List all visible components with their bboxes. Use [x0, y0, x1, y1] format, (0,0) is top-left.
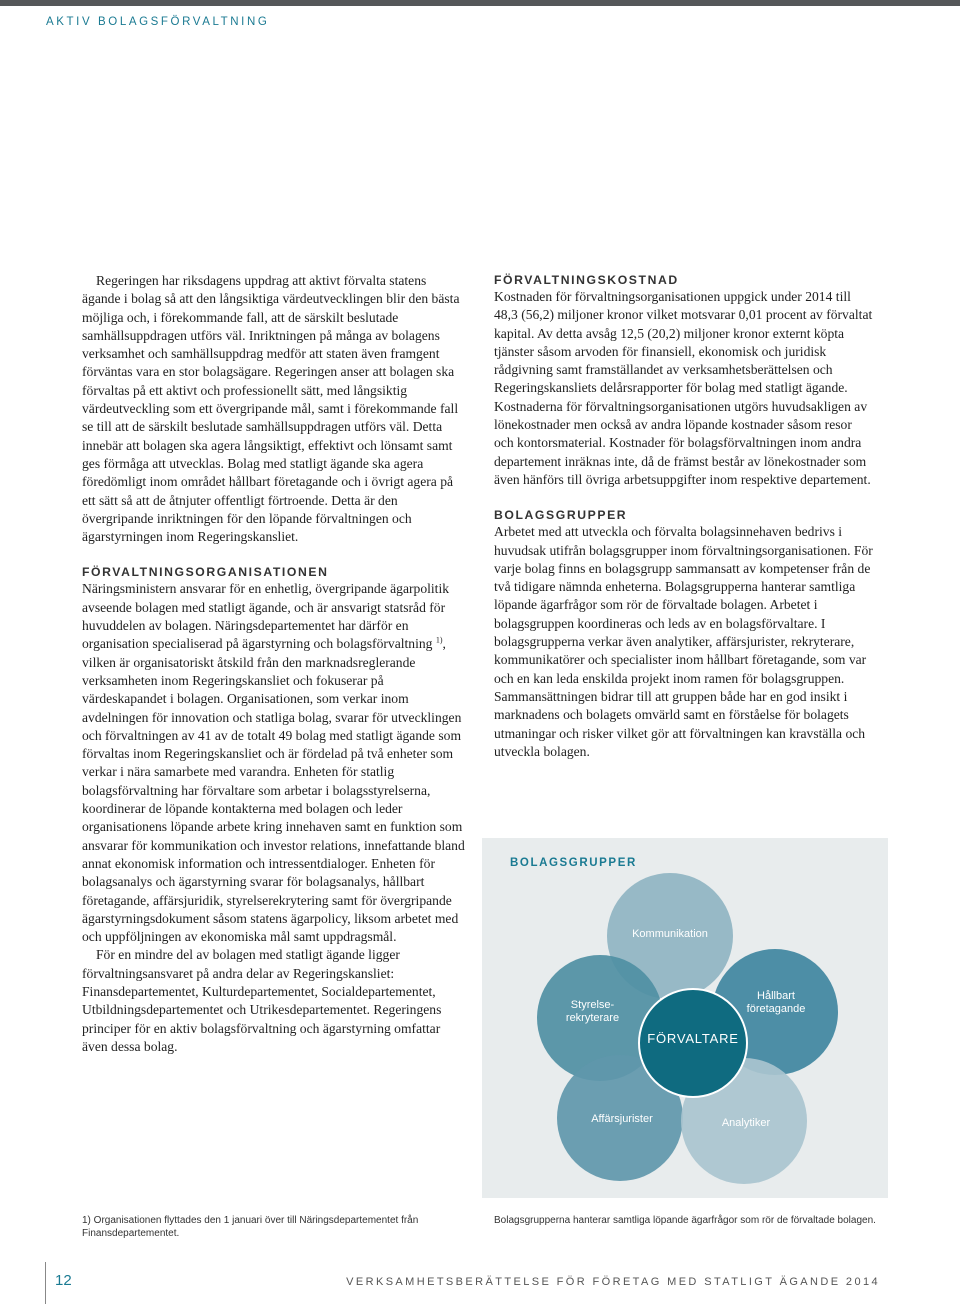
label-forvaltare: FÖRVALTARE: [647, 1031, 739, 1046]
intro-paragraph: Regeringen har riksdagens uppdrag att aktivt förvalta statens ägande i bolag så att den långsiktiga värdeutvecklingen blir den bästa möjliga och, i förekommande fall, att de särskilt beslutade samhällsuppdragen utförs väl. Inriktningen på många av bolagens verksamhet och samhällsuppdrag medför att staten även framgent förväntas vara en stor bolagsägare. Regeringen anser att bolagen ska förvaltas på ett aktivt och professionellt sätt, med långsiktig värdeutveckling som ett övergripande mål, samt i förekommande fall se till att de särskilt beslutade samhällsuppdragen utförs väl. Detta innebär att bolagen ska agera långsiktigt, effektivt och lönsamt samt ges förmåga att utvecklas. Bolag med statligt ägande ska agera föredömligt inom området hållbart företagande och i övrigt agera på ett sätt så att de åtnjuter offentligt förtroende. Detta är den övergripande inriktningen för den löpande förvaltningen och ägarstyrningen inom Regeringskansliet.: [82, 273, 460, 545]
footer-title: VERKSAMHETSBERÄTTELSE FÖR FÖRETAG MED STATLIGT ÄGANDE 2014: [346, 1276, 880, 1288]
heading-bolagsgrupper: BOLAGSGRUPPER: [494, 508, 628, 523]
other-departments-paragraph: För en mindre del av bolagen med statligt ägande ligger förvaltningsansvaret på andra delar av Regeringskansliet: Finansdepartementet, Kulturdepartementet, Socialdepartementet, Utbildningsdepartementet och Utrikesdepartementet. Regeringens principer för en aktiv bolagsförvaltning och ägarstyrning omfattar även dessa bolag.: [82, 947, 442, 1054]
organisation-paragraph: [82, 580, 466, 946]
label-styrelse-line1: Styrelse-: [570, 999, 615, 1011]
right-column: [494, 272, 874, 761]
label-styrelserekryterare: [545, 999, 640, 1025]
organisation-text-a: Näringsministern ansvarar för en enhetlig, övergripande ägarpolitik avseende bolagen med statligt ägande, och är ansvarigt statsråd för huvuddelen av bolagen. Näringsdepartementet har därför en organisation specialiserad på ägarstyrning och bolagsförvaltning: [82, 581, 450, 652]
footnote: 1) Organisationen flyttades den 1 januari över till Näringsdepartementet från Finansdepartementet.: [82, 1215, 419, 1239]
top-rule: [0, 0, 960, 6]
heading-forvaltningskostnad: FÖRVALTNINGSKOSTNAD: [494, 273, 679, 287]
label-analytiker: Analytiker: [721, 1117, 771, 1129]
label-hallbart-line2: företagande: [746, 1003, 806, 1015]
footnote-ref[interactable]: 1): [435, 635, 443, 645]
groups-paragraph: Arbetet med att utveckla och förvalta bolagsinnehaven bedrivs i huvudsak utifrån bolagsgrupper inom förvaltningsorganisationen. För varje bolag finns en bolagsgrupp sammansatt av kompetenser från de två tidigare nämnda enheterna. Bolagsgrupperna hanterar samtliga löpande ägarfrågor som rör de förvaltade bolagen. Arbetet i bolagsgruppen koordineras och leds av en bolagsförvaltare. I bolagsgrupperna verkar även analytiker, affärsjurister, rekryterare, kommunikatörer och specialister inom hållbart företagande, som var och en kan leda enskilda projekt inom ramen för bolagsgruppen. Sammansättningen bidrar till att gruppen både har en god insikt i marknadens och bolagets omvärld samt en förståelse för bolagets utmaningar och risker vilket gör att förvaltningen kan kravställa och utveckla bolagen.: [494, 524, 873, 759]
cost-paragraph: Kostnaden för förvaltningsorganisationen uppgick under 2014 till 48,3 (56,2) miljoner kronor vilket motsvarar 0,01 procent av förvaltat kapital. Av detta avsåg 12,5 (20,2) miljoner kronor externt köpta tjänster såsom arvoden för finansiell, ekonomisk och juridisk rådgivning samt framställandet av verksamhetsberättelsen och Regeringskansliets delårsrapporter för bolag med statligt ägande. Kostnaderna för förvaltningsorganisationen utgörs huvudsakligen av lönekostnader men också av andra löpande kostnader såsom resor och kontorsmaterial. Kostnader för bolagsförvaltningen inom andra departement inräknas inte, då de främst består av lönekostnader som även hänförs till övriga arbetsuppgifter inom respektive departement.: [494, 289, 873, 487]
label-kommunikation: Kommunikation: [632, 928, 708, 940]
diagram-title: BOLAGSGRUPPER: [510, 857, 637, 869]
label-styrelse-line2: rekryterare: [565, 1012, 620, 1024]
page-number: 12: [55, 1272, 72, 1289]
label-hallbart-line1: Hållbart: [757, 990, 795, 1002]
left-column: [82, 272, 466, 1056]
diagram-caption: Bolagsgrupperna hanterar samtliga löpande ägarfrågor som rör de förvaltade bolagen.: [494, 1215, 876, 1226]
organisation-text-b: , vilken är organisatoriskt åtskild från den marknadsreglerande verksamheten inom Regeringskansliet och fokuserar på värdeskapandet i bolagen. Organisationen, som verkar inom avdelningen för innovation och statliga bolag, svarar för utvecklingen och förvaltningen av 41 av de totalt 49 bolag med statligt ägande som förvaltas inom Regeringskansliet och är fördelad på två enheter som verkar i nära samarbete med varandra. Enheten för statlig bolagsförvaltning har förvaltare som arbetar i bolagsstyrelserna, koordinerar de löpande kontakterna med bolagen och leder organisationens löpande arbete kring innehaven samt en funktion som ansvarar för kommunikation och investor relations, innefattande bland annat ekonomisk information och intressentdialoger. Enheten för bolagsanalys och ägarstyrning svarar för bolagsanalys, hållbart företagande, affärsjuridik, styrelserekrytering samt för övergripande ägarstyrningsdokument såsom statens ägarpolicy, liksom arbetet med och uppföljningen av ekonomiska mål samt uppdragsmål.: [82, 636, 465, 945]
footer-divider: [45, 1262, 46, 1304]
label-affarsjurister: Affärsjurister: [591, 1113, 653, 1125]
section-label: AKTIV BOLAGSFÖRVALTNING: [46, 16, 270, 28]
label-hallbart-foretagande: [724, 990, 828, 1016]
diagram-circles: [482, 838, 888, 1198]
heading-forvaltningsorganisationen: FÖRVALTNINGSORGANISATIONEN: [82, 565, 329, 580]
